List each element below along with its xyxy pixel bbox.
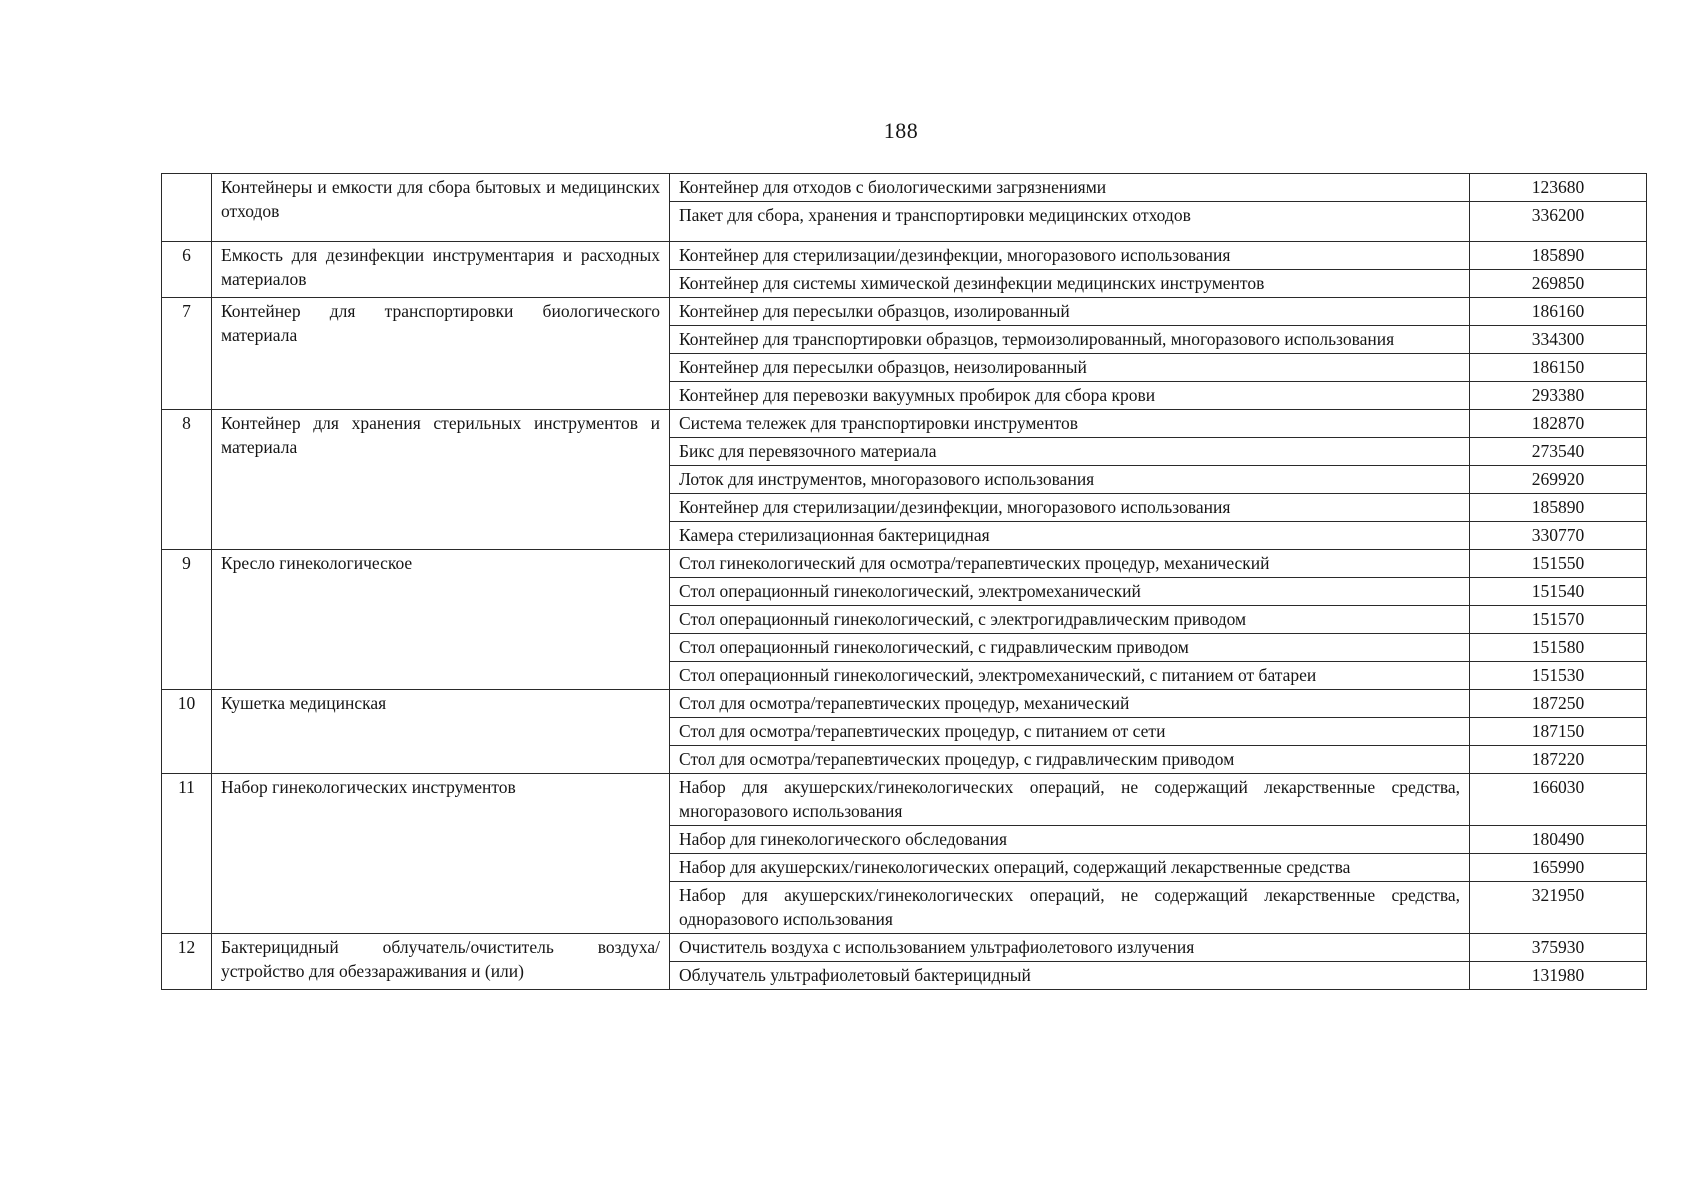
item-code: 336200 — [1470, 202, 1647, 242]
item-code: 123680 — [1470, 174, 1647, 202]
table-row — [162, 690, 1647, 718]
item-name: Лоток для инструментов, многоразового использования — [670, 466, 1470, 494]
group-name: Контейнер для транспортировки биологического материала — [212, 298, 670, 410]
item-name: Контейнер для пересылки образцов, неизолированный — [670, 354, 1470, 382]
item-name: Стол для осмотра/терапевтических процедур, с питанием от сети — [670, 718, 1470, 746]
item-code: 151580 — [1470, 634, 1647, 662]
item-code: 187150 — [1470, 718, 1647, 746]
item-code: 187250 — [1470, 690, 1647, 718]
item-code: 293380 — [1470, 382, 1647, 410]
item-code: 321950 — [1470, 882, 1647, 934]
item-code: 151570 — [1470, 606, 1647, 634]
item-name: Контейнер для транспортировки образцов, термоизолированный, многоразового использования — [670, 326, 1470, 354]
item-code: 182870 — [1470, 410, 1647, 438]
item-name: Стол операционный гинекологический, с электрогидравлическим приводом — [670, 606, 1470, 634]
table-row — [162, 298, 1647, 326]
group-number: 7 — [162, 298, 212, 410]
item-code: 166030 — [1470, 774, 1647, 826]
group-number — [162, 174, 212, 242]
item-name: Стол операционный гинекологический, с гидравлическим приводом — [670, 634, 1470, 662]
item-name: Система тележек для транспортировки инструментов — [670, 410, 1470, 438]
table-row — [162, 934, 1647, 962]
item-name: Контейнер для системы химической дезинфекции медицинских инструментов — [670, 270, 1470, 298]
item-name: Камера стерилизационная бактерицидная — [670, 522, 1470, 550]
item-code: 330770 — [1470, 522, 1647, 550]
group-name: Набор гинекологических инструментов — [212, 774, 670, 934]
item-name: Набор для акушерских/гинекологических операций, не содержащий лекарственные средства, одноразового использования — [670, 882, 1470, 934]
group-number: 8 — [162, 410, 212, 550]
item-code: 187220 — [1470, 746, 1647, 774]
table-row — [162, 242, 1647, 270]
item-name: Контейнер для стерилизации/дезинфекции, многоразового использования — [670, 242, 1470, 270]
group-number: 9 — [162, 550, 212, 690]
item-code: 165990 — [1470, 854, 1647, 882]
item-name: Пакет для сбора, хранения и транспортировки медицинских отходов — [670, 202, 1470, 242]
item-code: 185890 — [1470, 494, 1647, 522]
group-name: Кушетка медицинская — [212, 690, 670, 774]
item-code: 151550 — [1470, 550, 1647, 578]
table-row — [162, 774, 1647, 826]
item-name: Стол гинекологический для осмотра/терапевтических процедур, механический — [670, 550, 1470, 578]
item-name: Набор для акушерских/гинекологических операций, не содержащий лекарственные средства, многоразового использования — [670, 774, 1470, 826]
item-code: 131980 — [1470, 962, 1647, 990]
item-code: 151530 — [1470, 662, 1647, 690]
table-row — [162, 550, 1647, 578]
item-name: Стол операционный гинекологический, электромеханический, с питанием от батареи — [670, 662, 1470, 690]
item-name: Очиститель воздуха с использованием ультрафиолетового излучения — [670, 934, 1470, 962]
group-name: Контейнеры и емкости для сбора бытовых и медицинских отходов — [212, 174, 670, 242]
table-row — [162, 174, 1647, 202]
item-name: Стол для осмотра/терапевтических процедур, механический — [670, 690, 1470, 718]
item-code: 151540 — [1470, 578, 1647, 606]
item-name: Набор для акушерских/гинекологических операций, содержащий лекарственные средства — [670, 854, 1470, 882]
group-name: Контейнер для хранения стерильных инструментов и материала — [212, 410, 670, 550]
group-name: Бактерицидный облучатель/очиститель воздуха/устройство для обеззараживания и (или) — [212, 934, 670, 990]
table-row — [162, 410, 1647, 438]
item-code: 185890 — [1470, 242, 1647, 270]
item-name: Стол операционный гинекологический, электромеханический — [670, 578, 1470, 606]
item-code: 186150 — [1470, 354, 1647, 382]
item-code: 186160 — [1470, 298, 1647, 326]
item-code: 273540 — [1470, 438, 1647, 466]
item-code: 180490 — [1470, 826, 1647, 854]
group-name: Кресло гинекологическое — [212, 550, 670, 690]
item-code: 375930 — [1470, 934, 1647, 962]
item-name: Стол для осмотра/терапевтических процедур, с гидравлическим приводом — [670, 746, 1470, 774]
group-number: 6 — [162, 242, 212, 298]
item-code: 269920 — [1470, 466, 1647, 494]
equipment-table — [161, 173, 1647, 990]
item-name: Контейнер для отходов с биологическими загрязнениями — [670, 174, 1470, 202]
item-name: Контейнер для перевозки вакуумных пробирок для сбора крови — [670, 382, 1470, 410]
item-name: Облучатель ультрафиолетовый бактерицидный — [670, 962, 1470, 990]
item-code: 269850 — [1470, 270, 1647, 298]
group-name: Емкость для дезинфекции инструментария и расходных материалов — [212, 242, 670, 298]
group-number: 10 — [162, 690, 212, 774]
item-name: Набор для гинекологического обследования — [670, 826, 1470, 854]
item-code: 334300 — [1470, 326, 1647, 354]
item-name: Контейнер для пересылки образцов, изолированный — [670, 298, 1470, 326]
item-name: Контейнер для стерилизации/дезинфекции, многоразового использования — [670, 494, 1470, 522]
item-name: Бикс для перевязочного материала — [670, 438, 1470, 466]
group-number: 11 — [162, 774, 212, 934]
page-number: 188 — [883, 118, 919, 143]
group-number: 12 — [162, 934, 212, 990]
